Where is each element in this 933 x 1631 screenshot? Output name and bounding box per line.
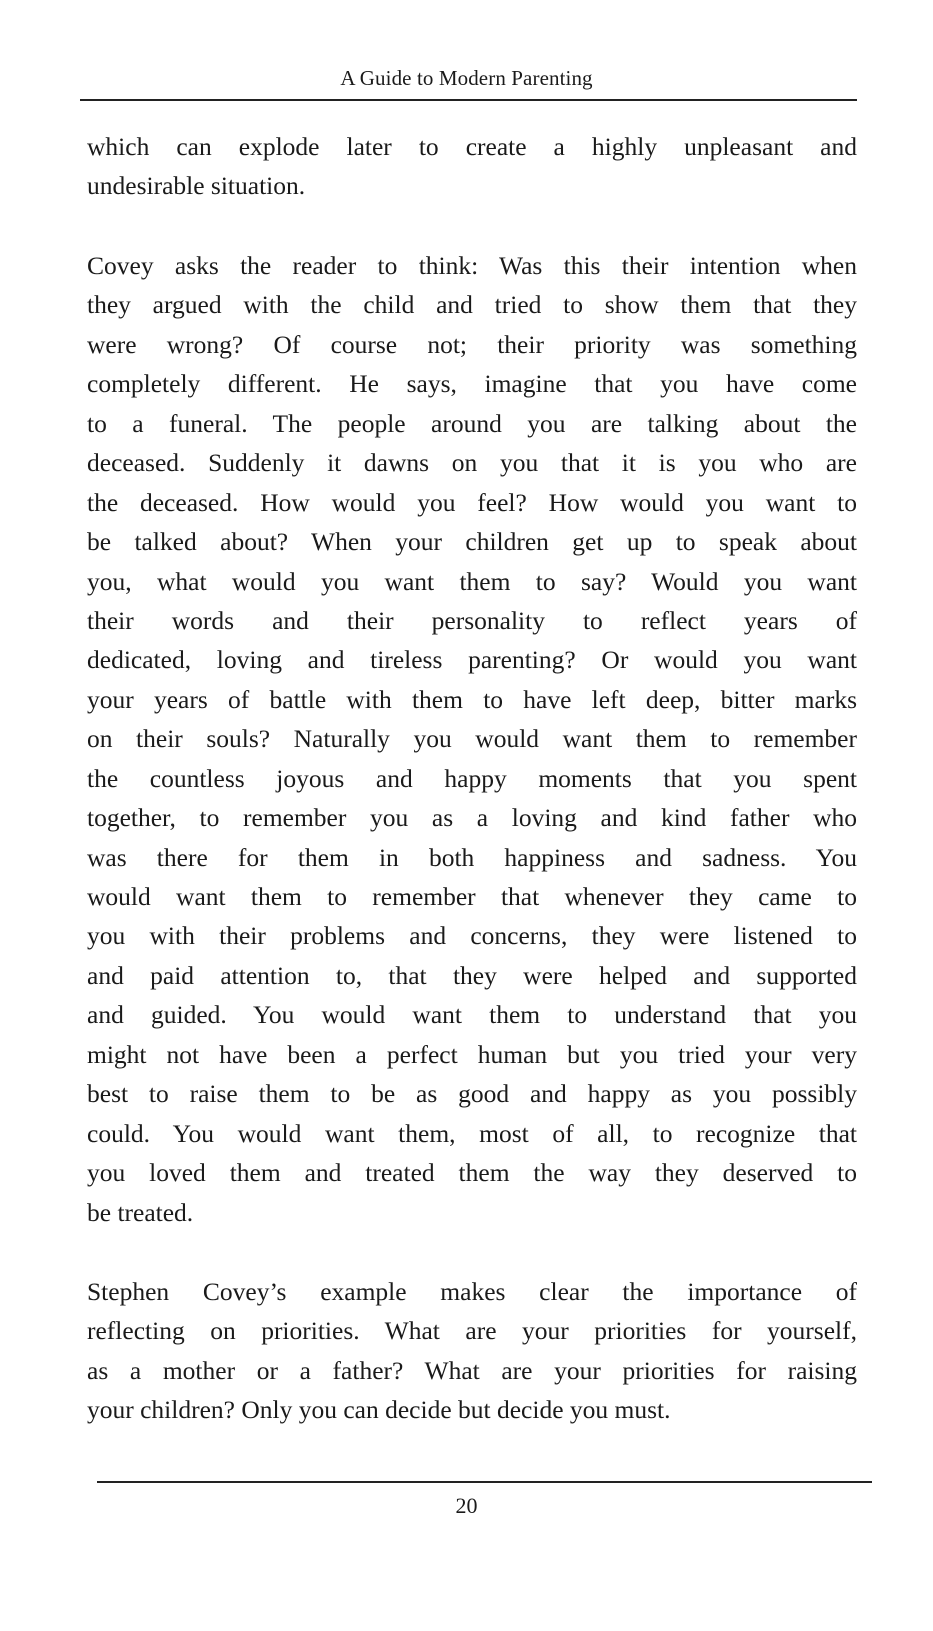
text-line: be talked about? When your children get up to speak about [87,527,857,557]
text-line: Covey asks the reader to think: Was this their intention when [87,251,857,280]
text-line: was there for them in both happiness and sadness. You [87,842,857,872]
text-line: they argued with the child and tried to show them that they [87,290,857,320]
text-line: Stephen Covey’s example makes clear the importance of [87,1277,857,1306]
text-line: their words and their personality to reflect years of [87,605,857,635]
paragraph [87,246,857,1232]
text-line: deceased. Suddenly it dawns on you that it is you who are [87,448,857,478]
text-line: could. You would want them, most of all, to recognize that [87,1118,857,1148]
text-line: the countless joyous and happy moments that you spent [87,763,857,793]
text-line: the deceased. How would you feel? How would you want to [87,487,857,517]
paragraph [87,127,857,206]
text-line: be treated. [87,1197,194,1227]
text-line: your children? Only you can decide but decide you must. [87,1395,671,1425]
paragraph [87,1272,857,1430]
text-line: you with their problems and concerns, they were listened to [87,921,857,951]
text-line: you, what would you want them to say? Would you want [87,566,857,596]
text-line: together, to remember you as a loving and kind father who [87,803,857,833]
text-line: might not have been a perfect human but you tried your very [87,1039,857,1069]
text-line: you loved them and treated them the way they deserved to [87,1158,857,1188]
footer-rule [97,1481,872,1483]
text-line: completely different. He says, imagine that you have come [87,369,857,399]
text-line: were wrong? Of course not; their priority was something [87,329,857,359]
text-line: and guided. You would want them to understand that you [87,1000,857,1030]
text-line: on their souls? Naturally you would want them to remember [87,724,857,754]
text-line: and paid attention to, that they were helped and supported [87,960,857,990]
text-line: your years of battle with them to have left deep, bitter marks [87,684,857,714]
page-number: 20 [455,1493,478,1518]
text-line: best to raise them to be as good and happy as you possibly [87,1079,857,1109]
header-rule [80,99,857,101]
text-line: would want them to remember that whenever they came to [87,882,857,911]
text-line: as a mother or a father? What are your priorities for raising [87,1355,857,1385]
text-line: reflecting on priorities. What are your priorities for yourself, [87,1316,857,1346]
text-line: undesirable situation. [87,171,306,201]
running-header-title: A Guide to Modern Parenting [340,66,593,90]
text-line: to a funeral. The people around you are talking about the [87,408,857,438]
text-line: which can explode later to create a highly unpleasant and [87,132,857,161]
text-line: dedicated, loving and tireless parenting? Or would you want [87,645,857,675]
